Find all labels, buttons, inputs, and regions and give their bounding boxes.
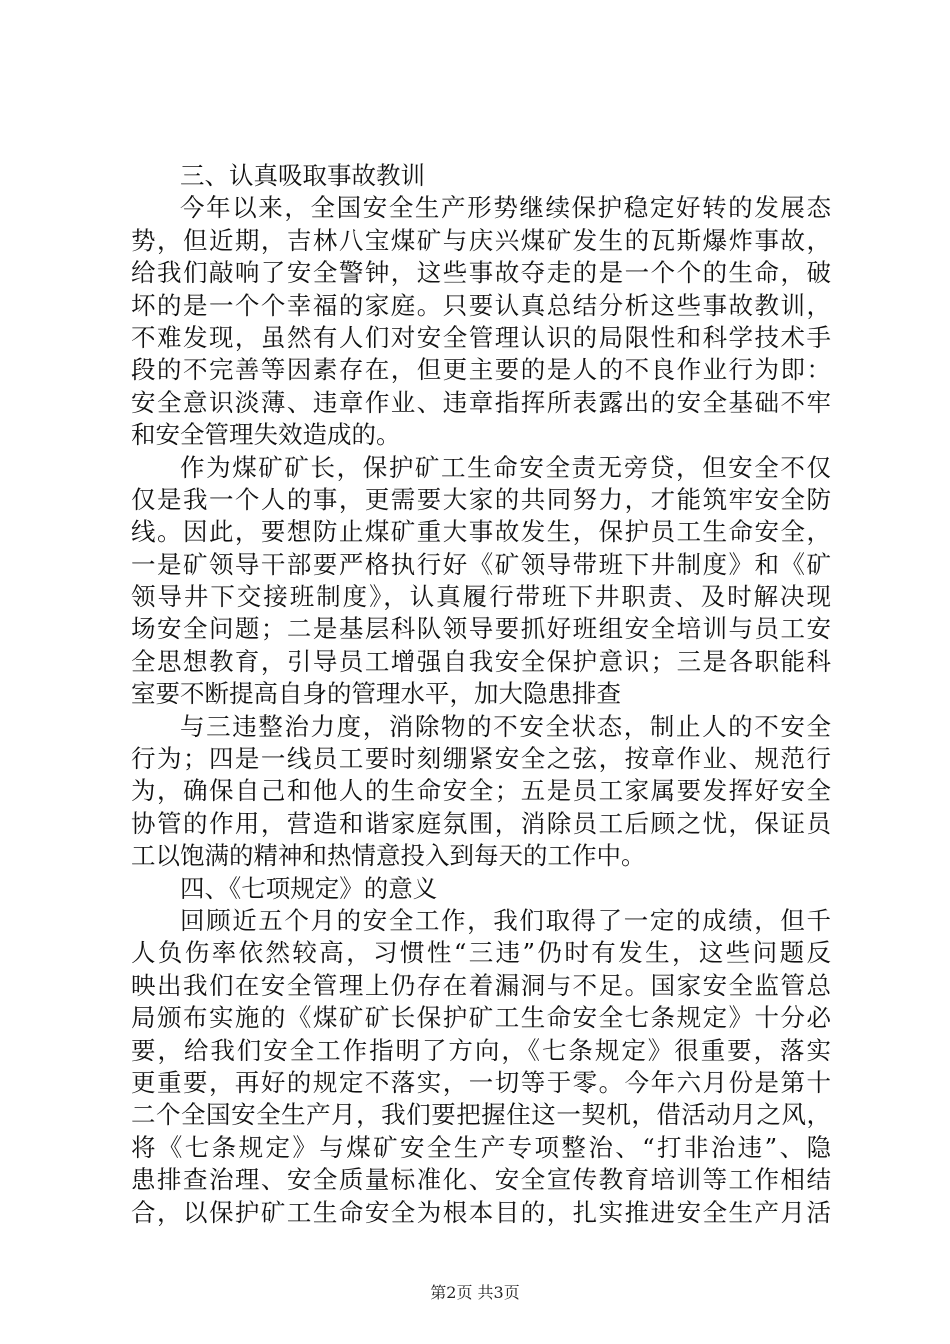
text-line: 给我们敲响了安全警钟，这些事故夺走的是一个个的生命，破 [131, 258, 831, 288]
text-line: 工以饱满的精神和热情意投入到每天的工作中。 [131, 841, 646, 871]
text-line: 人负伤率依然较高，习惯性“三违”仍时有发生，这些问题反 [131, 938, 831, 968]
text-line: 线。因此，要想防止煤矿重大事故发生，保护员工生命安全， [131, 517, 831, 547]
text-line: 映出我们在安全管理上仍存在着漏洞与不足。国家安全监管总 [131, 970, 831, 1000]
text-line: 与三违整治力度，消除物的不安全状态，制止人的不安全 [180, 711, 831, 741]
text-line: 一是矿领导干部要严格执行好《矿领导带班下井制度》和《矿 [131, 549, 831, 579]
document-body [131, 160, 831, 1229]
text-line: 患排查治理、安全质量标准化、安全宣传教育培训等工作相结 [131, 1165, 831, 1195]
text-line: 局颁布实施的《煤矿矿长保护矿工生命安全七条规定》十分必 [131, 1003, 831, 1033]
page-footer: 第2页 共3页 [430, 1283, 520, 1302]
text-line: 领导井下交接班制度》，认真履行带班下井职责、及时解决现 [131, 582, 831, 612]
text-line: 安全意识淡薄、违章作业、违章指挥所表露出的安全基础不牢 [131, 387, 831, 417]
text-line: 更重要，再好的规定不落实，一切等于零。今年六月份是第十 [131, 1067, 831, 1097]
text-line: 协管的作用，营造和谐家庭氛围，消除员工后顾之忧，保证员 [131, 808, 831, 838]
text-line: 坏的是一个个幸福的家庭。只要认真总结分析这些事故教训， [131, 290, 831, 320]
text-line: 四、《七项规定》的意义 [180, 873, 438, 903]
text-line: 行为；四是一线员工要时刻绷紧安全之弦，按章作业、规范行 [131, 744, 831, 774]
text-line: 将《七条规定》与煤矿安全生产专项整治、“打非治违”、隐 [131, 1132, 831, 1162]
text-line: 要，给我们安全工作指明了方向，《七条规定》很重要，落实 [131, 1035, 831, 1065]
text-line: 合，以保护矿工生命安全为根本目的，扎实推进安全生产月活 [131, 1197, 831, 1227]
text-line: 和安全管理失效造成的。 [131, 420, 401, 450]
text-line: 二个全国安全生产月，我们要把握住这一契机，借活动月之风， [131, 1100, 831, 1130]
text-line: 三、认真吸取事故教训 [180, 161, 425, 190]
text-line: 回顾近五个月的安全工作，我们取得了一定的成绩，但千 [180, 905, 831, 935]
text-line: 仅是我一个人的事，更需要大家的共同努力，才能筑牢安全防 [131, 484, 831, 514]
text-line: 段的不完善等因素存在，但更主要的是人的不良作业行为即： [131, 355, 831, 385]
text-line: 不难发现，虽然有人们对安全管理认识的局限性和科学技术手 [131, 322, 831, 352]
text-line: 作为煤矿矿长，保护矿工生命安全责无旁贷，但安全不仅 [180, 452, 831, 482]
text-line: 为，确保自己和他人的生命安全；五是员工家属要发挥好安全 [131, 776, 831, 806]
text-line: 场安全问题；二是基层科队领导要抓好班组安全培训与员工安 [131, 614, 831, 644]
text-line: 全思想教育，引导员工增强自我安全保护意识；三是各职能科 [131, 646, 831, 676]
text-line: 势，但近期，吉林八宝煤矿与庆兴煤矿发生的瓦斯爆炸事故， [131, 225, 831, 255]
text-line: 今年以来，全国安全生产形势继续保护稳定好转的发展态 [180, 193, 831, 223]
text-line: 室要不断提高自身的管理水平，加大隐患排查 [131, 679, 621, 709]
